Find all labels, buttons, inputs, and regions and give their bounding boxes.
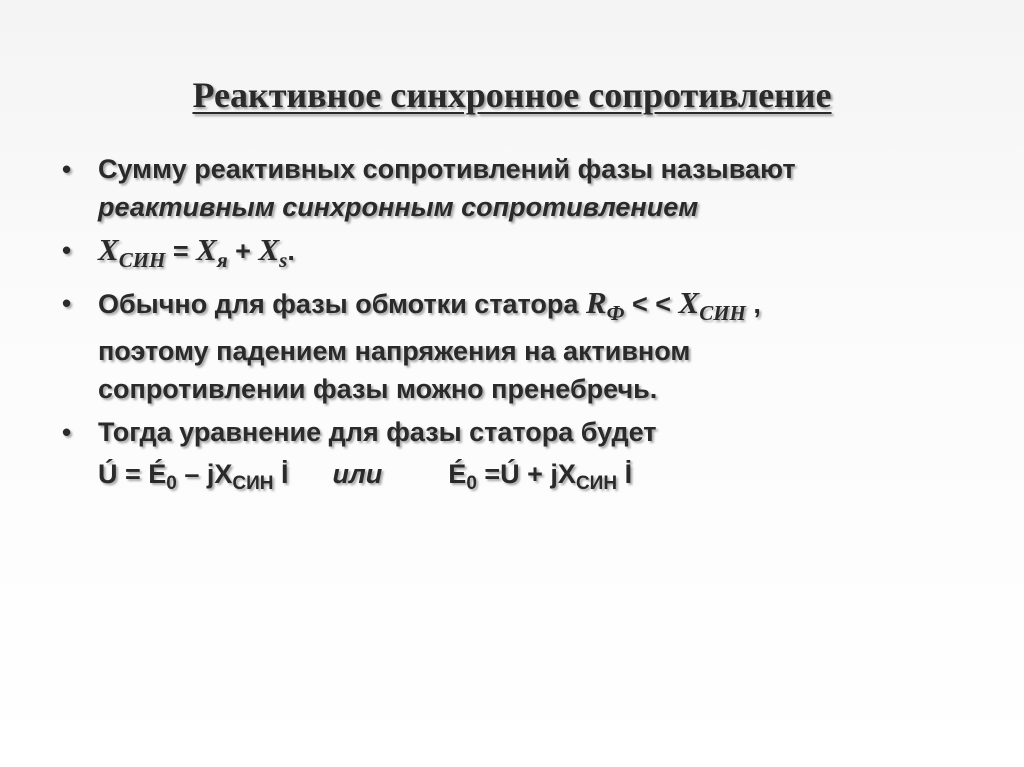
resistance-line-3: сопротивлении фазы можно пренебречь.	[98, 374, 658, 404]
definition-line-1: Сумму реактивных сопротивлений фазы называют	[98, 154, 796, 184]
bullet-icon: •	[62, 235, 72, 265]
equation-1-end: İ	[273, 459, 289, 489]
formula-x-subscript: СИН	[118, 248, 166, 272]
equation-or: или	[332, 459, 383, 489]
bullet-icon: •	[62, 154, 72, 184]
formula-x-symbol: X	[98, 232, 119, 267]
slide-title: Реактивное синхронное сопротивление	[192, 75, 832, 115]
equation-1-mid: – jX	[176, 459, 233, 489]
resistance-r-subscript: Ф	[606, 301, 625, 325]
bullet-icon: •	[62, 417, 72, 447]
equation-2-x-subscript: СИН	[575, 473, 618, 494]
formula-xa-symbol: X	[196, 232, 217, 267]
resistance-text: Обычно для фазы обмотки статора	[98, 289, 586, 319]
resistance-comma: ,	[745, 289, 761, 319]
formula-plus: +	[227, 236, 259, 266]
equation-2-start: É	[448, 459, 467, 489]
equation-1-start: Ú = É	[98, 459, 167, 489]
resistance-line-1	[98, 284, 962, 332]
resistance-x-symbol: X	[678, 285, 700, 320]
resistance-x-subscript: СИН	[699, 301, 746, 325]
equation-line	[98, 455, 962, 503]
bullet-formula	[62, 231, 962, 279]
resistance-line-2: поэтому падением напряжения на активном	[98, 336, 691, 366]
formula-xs-subscript: s	[279, 248, 288, 272]
equation-2-end: İ	[617, 459, 633, 489]
definition-line-2: реактивным синхронным сопротивлением	[98, 192, 699, 222]
equation-2-e-subscript: 0	[466, 473, 477, 494]
bullet-stator-equation	[62, 413, 962, 503]
formula-xa-subscript: я	[216, 248, 228, 272]
formula-period: .	[287, 236, 295, 266]
equation-intro: Тогда уравнение для фазы статора будет	[98, 417, 657, 447]
resistance-r-symbol: R	[585, 285, 607, 320]
bullet-list	[62, 150, 962, 508]
formula-equals: =	[165, 236, 197, 266]
formula-xs-symbol: X	[258, 232, 280, 267]
bullet-definition	[62, 150, 962, 226]
resistance-less-than: < <	[624, 289, 679, 319]
formula-synchronous-reactance	[98, 231, 962, 279]
equation-2-mid: =Ú + jX	[476, 459, 576, 489]
equation-1-e-subscript: 0	[166, 473, 177, 494]
bullet-icon: •	[62, 288, 72, 318]
bullet-resistance-note	[62, 284, 962, 408]
equation-1-x-subscript: СИН	[232, 473, 274, 494]
